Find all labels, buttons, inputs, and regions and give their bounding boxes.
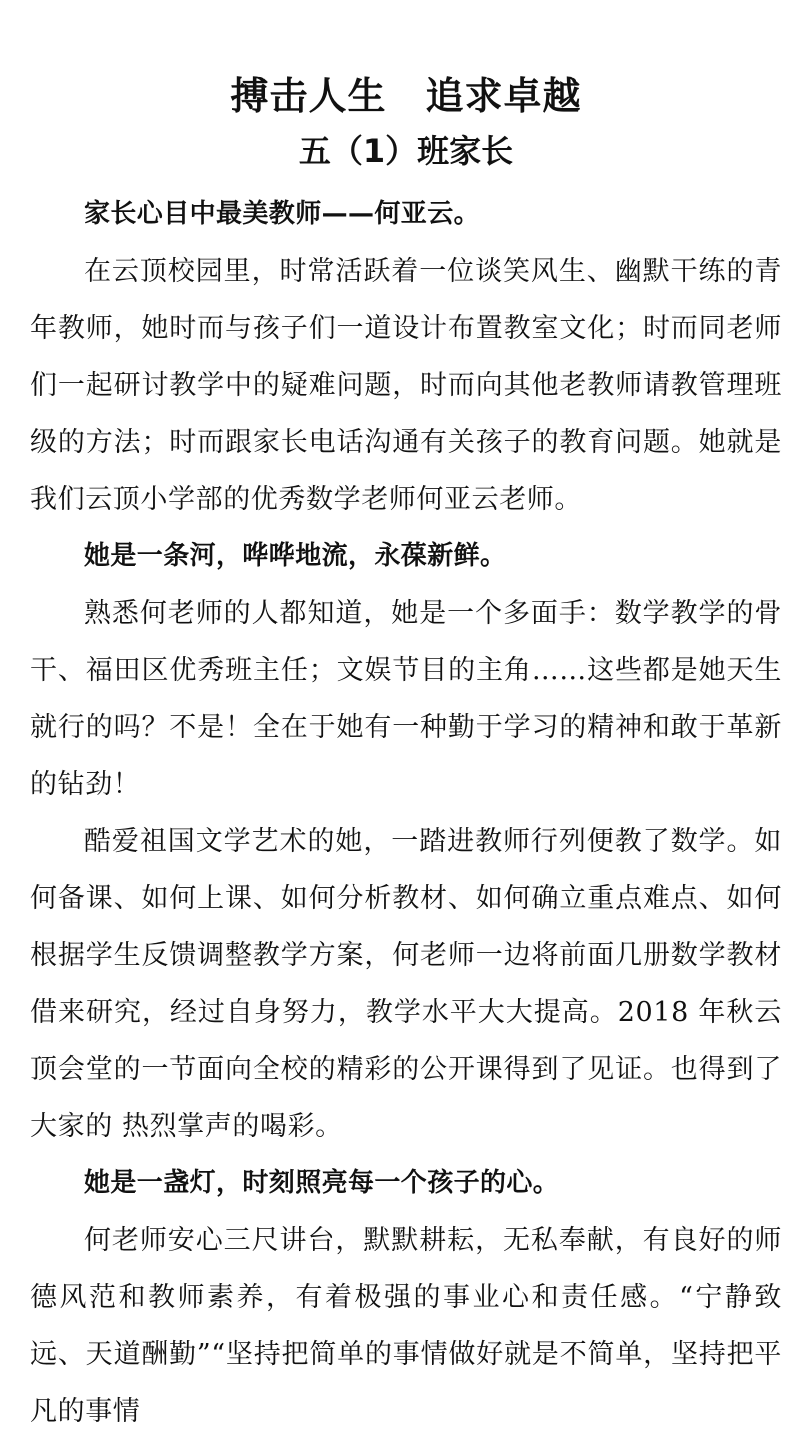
section-heading-3: 她是一盏灯，时刻照亮每一个孩子的心。 — [84, 1168, 560, 1198]
section-heading-2: 她是一条河，哗哗地流，永葆新鲜。 — [84, 541, 507, 571]
document-title: 搏击人生 追求卓越 — [230, 74, 582, 118]
section-heading-1: 家长心目中最美教师——何亚云。 — [84, 199, 481, 229]
paragraph-4: 何老师安心三尺讲台，默默耕耘，无私奉献，有良好的师德风范和教师素养，有着极强的事业心和责任感。“宁静致远、天道酬勤”“坚持把简单的事情做好就是不简单，坚持把平凡的事情 — [30, 1225, 782, 1427]
document-body — [30, 186, 782, 1440]
paragraph-1: 在云顶校园里，时常活跃着一位谈笑风生、幽默干练的青年教师，她时而与孩子们一道设计布置教室文化；时而同老师们一起研讨教学中的疑难问题，时而向其他老教师请教管理班级的方法；时而跟家长电话沟通有关孩子的教育问题。她就是我们云顶小学部的优秀数学老师何亚云老师。 — [30, 256, 782, 515]
document-subtitle: 五（1）班家长 — [298, 132, 514, 170]
paragraph-2: 熟悉何老师的人都知道，她是一个多面手：数学教学的骨干、福田区优秀班主任；文娱节目的主角……这些都是她天生就行的吗？不是！全在于她有一种勤于学习的精神和敢于革新的钻劲！ — [30, 598, 782, 800]
paragraph-3: 酷爱祖国文学艺术的她，一踏进教师行列便教了数学。如何备课、如何上课、如何分析教材、如何确立重点难点、如何根据学生反馈调整教学方案，何老师一边将前面几册数学教材借来研究，经过自身努力，教学水平大大提高。2018 年秋云顶会堂的一节面向全校的精彩的公开课得到了见证。也得到了大家的 热烈掌声的喝彩。 — [30, 826, 782, 1142]
